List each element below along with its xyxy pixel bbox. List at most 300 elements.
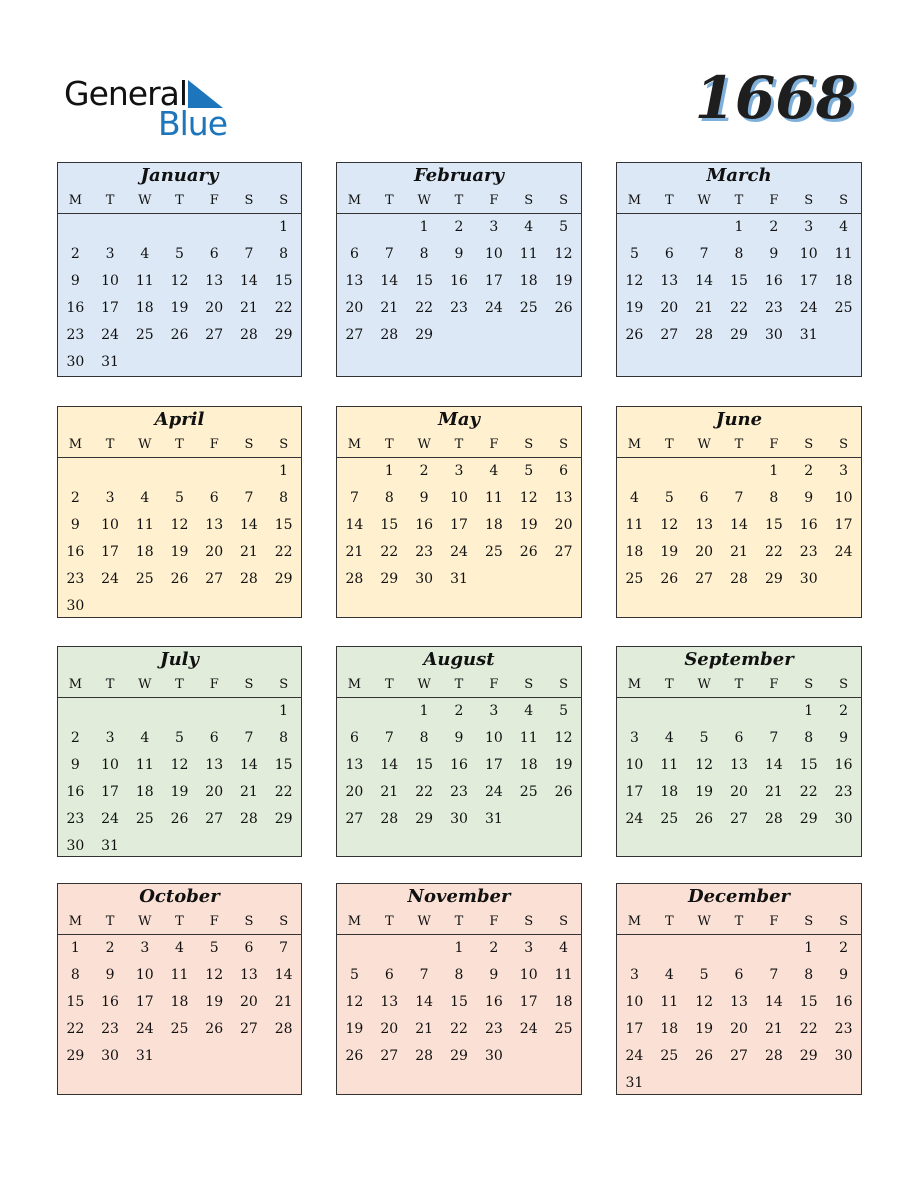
day-cell: 14 xyxy=(380,757,399,773)
day-cell: 14 xyxy=(240,517,258,533)
empty-cell xyxy=(337,214,372,241)
weekday-header xyxy=(58,673,301,698)
day-cell: 6 xyxy=(699,490,709,506)
day-cell: 4 xyxy=(559,940,569,956)
day-cell: 6 xyxy=(734,730,744,746)
day-grid xyxy=(337,698,581,833)
day-cell: 15 xyxy=(66,994,85,1010)
day-cell: 10 xyxy=(519,967,538,983)
day-cell: 8 xyxy=(419,730,429,746)
weekday-header xyxy=(617,910,861,935)
day-cell: 5 xyxy=(699,730,709,746)
weekday-label: S xyxy=(804,914,814,929)
day-cell: 11 xyxy=(170,967,189,983)
day-grid xyxy=(58,458,301,620)
weekday-label: S xyxy=(559,677,569,692)
day-cell: 17 xyxy=(484,273,503,289)
day-cell: 27 xyxy=(205,327,224,343)
day-cell: 2 xyxy=(839,703,849,719)
day-cell: 28 xyxy=(240,811,258,827)
day-cell: 28 xyxy=(240,327,258,343)
weekday-label: W xyxy=(697,914,711,929)
day-cell: 17 xyxy=(101,544,119,560)
day-cell: 29 xyxy=(450,1048,468,1064)
weekday-label: M xyxy=(68,914,82,929)
day-cell: 12 xyxy=(170,517,189,533)
day-cell: 26 xyxy=(625,327,644,343)
day-cell: 20 xyxy=(660,300,679,316)
weekday-label: M xyxy=(627,193,642,208)
day-cell: 2 xyxy=(70,246,80,262)
day-cell: 19 xyxy=(205,994,224,1010)
day-cell: 12 xyxy=(519,490,538,506)
day-grid xyxy=(58,698,301,860)
weekday-header xyxy=(337,433,581,458)
empty-cell xyxy=(617,458,652,485)
day-cell: 26 xyxy=(554,784,573,800)
day-cell: 22 xyxy=(380,544,399,560)
day-cell: 19 xyxy=(170,544,189,560)
month-march xyxy=(616,162,862,377)
empty-cell xyxy=(722,698,757,725)
day-cell: 26 xyxy=(519,544,538,560)
day-cell: 13 xyxy=(345,273,364,289)
weekday-label: T xyxy=(664,193,674,208)
day-cell: 6 xyxy=(734,967,744,983)
day-cell: 26 xyxy=(554,300,573,316)
weekday-label: S xyxy=(244,437,254,452)
day-cell: 22 xyxy=(450,1021,468,1037)
day-cell: 8 xyxy=(419,246,429,262)
empty-cell xyxy=(162,698,197,725)
day-cell: 8 xyxy=(804,730,814,746)
day-cell: 17 xyxy=(101,300,119,316)
day-cell: 10 xyxy=(484,246,503,262)
day-cell: 2 xyxy=(769,219,779,235)
day-cell: 23 xyxy=(799,544,818,560)
weekday-label: F xyxy=(489,437,499,452)
day-cell: 18 xyxy=(170,994,189,1010)
day-cell: 17 xyxy=(484,757,503,773)
day-cell: 18 xyxy=(554,994,573,1010)
day-cell: 30 xyxy=(415,571,434,587)
day-cell: 8 xyxy=(769,490,779,506)
day-cell: 22 xyxy=(66,1021,85,1037)
day-cell: 25 xyxy=(660,811,679,827)
day-cell: 29 xyxy=(274,327,293,343)
month-name: October xyxy=(139,886,220,907)
day-cell: 21 xyxy=(764,784,783,800)
day-cell: 26 xyxy=(205,1021,224,1037)
weekday-header xyxy=(617,673,861,698)
day-cell: 22 xyxy=(799,784,818,800)
day-cell: 29 xyxy=(66,1048,85,1064)
day-cell: 7 xyxy=(384,730,394,746)
day-cell: 17 xyxy=(834,517,853,533)
day-cell: 14 xyxy=(730,517,748,533)
day-cell: 15 xyxy=(730,273,748,289)
weekday-label: T xyxy=(175,914,184,929)
day-cell: 16 xyxy=(834,994,853,1010)
day-cell: 10 xyxy=(135,967,154,983)
month-january xyxy=(57,162,302,377)
day-cell: 18 xyxy=(625,544,644,560)
day-cell: 23 xyxy=(450,300,468,316)
day-cell: 10 xyxy=(101,757,119,773)
day-cell: 3 xyxy=(105,246,115,262)
day-cell: 27 xyxy=(660,327,679,343)
day-cell: 23 xyxy=(66,571,85,587)
day-cell: 2 xyxy=(804,463,814,479)
day-cell: 29 xyxy=(730,327,748,343)
day-cell: 1 xyxy=(279,219,289,235)
day-cell: 14 xyxy=(240,757,258,773)
day-grid xyxy=(58,214,301,376)
day-cell: 9 xyxy=(70,273,80,289)
day-cell: 13 xyxy=(730,757,748,773)
day-cell: 7 xyxy=(244,490,254,506)
weekday-label: T xyxy=(105,437,115,452)
day-cell: 4 xyxy=(524,219,534,235)
day-cell: 9 xyxy=(769,246,779,262)
month-name: July xyxy=(160,649,199,670)
day-cell: 24 xyxy=(625,1048,644,1064)
weekday-header xyxy=(617,433,861,458)
day-cell: 29 xyxy=(799,811,818,827)
day-cell: 3 xyxy=(839,463,849,479)
day-cell: 27 xyxy=(345,811,364,827)
day-cell: 1 xyxy=(419,219,429,235)
weekday-label: M xyxy=(347,437,362,452)
day-cell: 29 xyxy=(380,571,399,587)
day-cell: 19 xyxy=(695,1021,714,1037)
empty-cell xyxy=(337,698,372,725)
day-cell: 8 xyxy=(384,490,394,506)
day-cell: 19 xyxy=(695,784,714,800)
day-cell: 23 xyxy=(484,1021,503,1037)
day-cell: 3 xyxy=(804,219,814,235)
empty-cell xyxy=(652,698,687,725)
day-cell: 7 xyxy=(699,246,709,262)
empty-cell xyxy=(687,935,722,962)
day-cell: 13 xyxy=(730,994,748,1010)
day-cell: 29 xyxy=(799,1048,818,1064)
weekday-header xyxy=(58,189,301,214)
day-cell: 5 xyxy=(629,246,639,262)
day-cell: 2 xyxy=(419,463,429,479)
month-name: June xyxy=(715,409,763,430)
day-cell: 8 xyxy=(279,246,289,262)
day-cell: 5 xyxy=(699,967,709,983)
day-cell: 16 xyxy=(834,757,853,773)
day-grid xyxy=(58,935,301,1070)
day-cell: 7 xyxy=(769,730,779,746)
day-cell: 12 xyxy=(170,273,189,289)
day-cell: 12 xyxy=(554,246,573,262)
day-cell: 18 xyxy=(519,757,538,773)
month-july xyxy=(57,646,302,857)
day-cell: 21 xyxy=(240,784,258,800)
day-cell: 21 xyxy=(274,994,293,1010)
day-cell: 16 xyxy=(66,300,85,316)
day-cell: 29 xyxy=(415,811,434,827)
day-cell: 28 xyxy=(345,571,364,587)
day-cell: 4 xyxy=(140,730,150,746)
weekday-label: W xyxy=(138,677,152,692)
day-cell: 29 xyxy=(274,571,293,587)
day-cell: 28 xyxy=(380,811,399,827)
day-cell: 18 xyxy=(660,1021,679,1037)
day-cell: 12 xyxy=(345,994,364,1010)
day-cell: 3 xyxy=(629,730,639,746)
day-cell: 23 xyxy=(450,784,468,800)
day-cell: 25 xyxy=(519,784,538,800)
empty-cell xyxy=(756,935,791,962)
weekday-label: M xyxy=(627,437,642,452)
logo-word-general: General xyxy=(64,74,188,113)
month-name: November xyxy=(407,886,511,907)
weekday-label: S xyxy=(839,914,849,929)
day-cell: 9 xyxy=(839,730,849,746)
day-cell: 1 xyxy=(804,940,814,956)
day-cell: 3 xyxy=(524,940,534,956)
day-cell: 5 xyxy=(559,219,569,235)
empty-cell xyxy=(127,698,162,725)
day-cell: 18 xyxy=(660,784,679,800)
weekday-label: S xyxy=(559,193,569,208)
day-cell: 27 xyxy=(205,811,224,827)
day-cell: 17 xyxy=(450,517,468,533)
month-august xyxy=(336,646,582,857)
day-cell: 16 xyxy=(450,757,468,773)
weekday-label: S xyxy=(279,437,289,452)
empty-cell xyxy=(617,214,652,241)
day-grid xyxy=(617,458,861,593)
day-cell: 20 xyxy=(695,544,714,560)
day-cell: 10 xyxy=(101,273,119,289)
empty-cell xyxy=(722,458,757,485)
day-cell: 25 xyxy=(519,300,538,316)
weekday-label: S xyxy=(279,193,289,208)
day-cell: 3 xyxy=(140,940,150,956)
day-cell: 3 xyxy=(489,703,499,719)
day-cell: 11 xyxy=(834,246,853,262)
day-cell: 10 xyxy=(484,730,503,746)
empty-cell xyxy=(652,935,687,962)
day-cell: 15 xyxy=(415,273,434,289)
day-cell: 9 xyxy=(839,967,849,983)
day-cell: 9 xyxy=(489,967,499,983)
day-cell: 16 xyxy=(66,544,85,560)
weekday-label: W xyxy=(697,437,711,452)
day-cell: 20 xyxy=(205,784,224,800)
empty-cell xyxy=(337,935,372,962)
month-name: February xyxy=(413,165,504,186)
day-cell: 20 xyxy=(730,784,748,800)
weekday-label: T xyxy=(175,193,184,208)
day-cell: 25 xyxy=(554,1021,573,1037)
weekday-label: F xyxy=(209,677,219,692)
day-cell: 29 xyxy=(415,327,434,343)
day-cell: 19 xyxy=(554,757,573,773)
day-cell: 15 xyxy=(799,757,818,773)
day-cell: 24 xyxy=(135,1021,154,1037)
month-november xyxy=(336,883,582,1095)
weekday-label: T xyxy=(664,914,674,929)
day-cell: 15 xyxy=(450,994,468,1010)
day-cell: 16 xyxy=(450,273,468,289)
empty-cell xyxy=(93,458,128,485)
day-cell: 27 xyxy=(345,327,364,343)
empty-cell xyxy=(372,214,407,241)
weekday-label: S xyxy=(839,677,849,692)
month-october xyxy=(57,883,302,1095)
month-name: April xyxy=(154,409,205,430)
weekday-label: F xyxy=(489,677,499,692)
day-cell: 4 xyxy=(489,463,499,479)
day-cell: 3 xyxy=(454,463,464,479)
empty-cell xyxy=(652,214,687,241)
day-cell: 22 xyxy=(764,544,783,560)
day-cell: 26 xyxy=(695,1048,714,1064)
empty-cell xyxy=(756,698,791,725)
weekday-label: M xyxy=(68,193,82,208)
empty-cell xyxy=(687,458,722,485)
weekday-header xyxy=(58,910,301,935)
day-cell: 30 xyxy=(484,1048,503,1064)
day-cell: 10 xyxy=(450,490,468,506)
month-june xyxy=(616,406,862,618)
day-cell: 9 xyxy=(804,490,814,506)
day-cell: 11 xyxy=(660,757,679,773)
day-grid xyxy=(337,214,581,349)
weekday-label: M xyxy=(347,677,362,692)
weekday-label: T xyxy=(105,677,115,692)
weekday-label: T xyxy=(454,437,464,452)
empty-cell xyxy=(617,935,652,962)
empty-cell xyxy=(617,698,652,725)
weekday-label: W xyxy=(417,914,431,929)
weekday-label: T xyxy=(384,193,394,208)
day-cell: 19 xyxy=(660,544,679,560)
day-cell: 19 xyxy=(345,1021,364,1037)
day-cell: 6 xyxy=(349,246,359,262)
day-cell: 24 xyxy=(101,571,119,587)
day-cell: 11 xyxy=(135,273,154,289)
day-cell: 10 xyxy=(799,246,818,262)
day-cell: 24 xyxy=(799,300,818,316)
day-cell: 25 xyxy=(135,571,154,587)
empty-cell xyxy=(372,935,407,962)
day-cell: 18 xyxy=(135,784,154,800)
day-cell: 23 xyxy=(834,1021,853,1037)
day-cell: 7 xyxy=(419,967,429,983)
day-cell: 14 xyxy=(380,273,399,289)
empty-cell xyxy=(162,214,197,241)
weekday-label: F xyxy=(769,437,779,452)
weekday-label: F xyxy=(769,914,779,929)
day-cell: 5 xyxy=(524,463,534,479)
day-cell: 2 xyxy=(839,940,849,956)
empty-cell xyxy=(93,698,128,725)
day-cell: 23 xyxy=(66,811,85,827)
weekday-header xyxy=(58,433,301,458)
day-cell: 15 xyxy=(274,757,293,773)
day-cell: 13 xyxy=(660,273,679,289)
day-cell: 12 xyxy=(695,994,714,1010)
day-cell: 26 xyxy=(170,571,189,587)
day-cell: 11 xyxy=(554,967,573,983)
day-cell: 20 xyxy=(730,1021,748,1037)
day-cell: 28 xyxy=(695,327,714,343)
day-cell: 30 xyxy=(764,327,783,343)
day-cell: 6 xyxy=(559,463,569,479)
day-cell: 4 xyxy=(664,730,674,746)
month-december xyxy=(616,883,862,1095)
day-cell: 30 xyxy=(101,1048,119,1064)
day-cell: 5 xyxy=(175,246,184,262)
day-cell: 8 xyxy=(279,730,289,746)
day-cell: 15 xyxy=(274,517,293,533)
day-cell: 29 xyxy=(274,811,293,827)
weekday-label: T xyxy=(384,677,394,692)
weekday-label: S xyxy=(804,437,814,452)
day-cell: 31 xyxy=(101,838,119,854)
day-cell: 2 xyxy=(489,940,499,956)
day-cell: 27 xyxy=(730,811,748,827)
day-cell: 30 xyxy=(66,354,85,370)
day-cell: 30 xyxy=(66,598,85,614)
day-cell: 17 xyxy=(799,273,818,289)
day-cell: 3 xyxy=(105,490,115,506)
day-cell: 6 xyxy=(664,246,674,262)
day-cell: 9 xyxy=(105,967,115,983)
weekday-label: S xyxy=(244,677,254,692)
weekday-label: T xyxy=(105,914,115,929)
weekday-label: F xyxy=(489,914,499,929)
weekday-label: F xyxy=(209,914,219,929)
day-cell: 27 xyxy=(695,571,714,587)
day-cell: 26 xyxy=(660,571,679,587)
day-cell: 30 xyxy=(799,571,818,587)
day-grid xyxy=(617,935,861,1097)
day-cell: 28 xyxy=(764,811,783,827)
weekday-label: F xyxy=(489,193,499,208)
day-cell: 16 xyxy=(764,273,783,289)
day-cell: 11 xyxy=(660,994,679,1010)
day-cell: 26 xyxy=(170,811,189,827)
day-cell: 7 xyxy=(384,246,394,262)
day-cell: 21 xyxy=(380,784,399,800)
day-cell: 13 xyxy=(380,994,399,1010)
day-cell: 12 xyxy=(660,517,679,533)
day-cell: 16 xyxy=(66,784,85,800)
day-cell: 5 xyxy=(664,490,674,506)
day-cell: 3 xyxy=(105,730,115,746)
day-cell: 19 xyxy=(625,300,644,316)
day-cell: 15 xyxy=(415,757,434,773)
weekday-label: S xyxy=(524,914,534,929)
empty-cell xyxy=(722,935,757,962)
day-cell: 4 xyxy=(524,703,534,719)
empty-cell xyxy=(232,214,267,241)
weekday-label: S xyxy=(559,437,569,452)
day-cell: 23 xyxy=(415,544,434,560)
day-cell: 21 xyxy=(695,300,714,316)
day-cell: 13 xyxy=(554,490,573,506)
weekday-label: T xyxy=(664,677,674,692)
empty-cell xyxy=(407,935,442,962)
